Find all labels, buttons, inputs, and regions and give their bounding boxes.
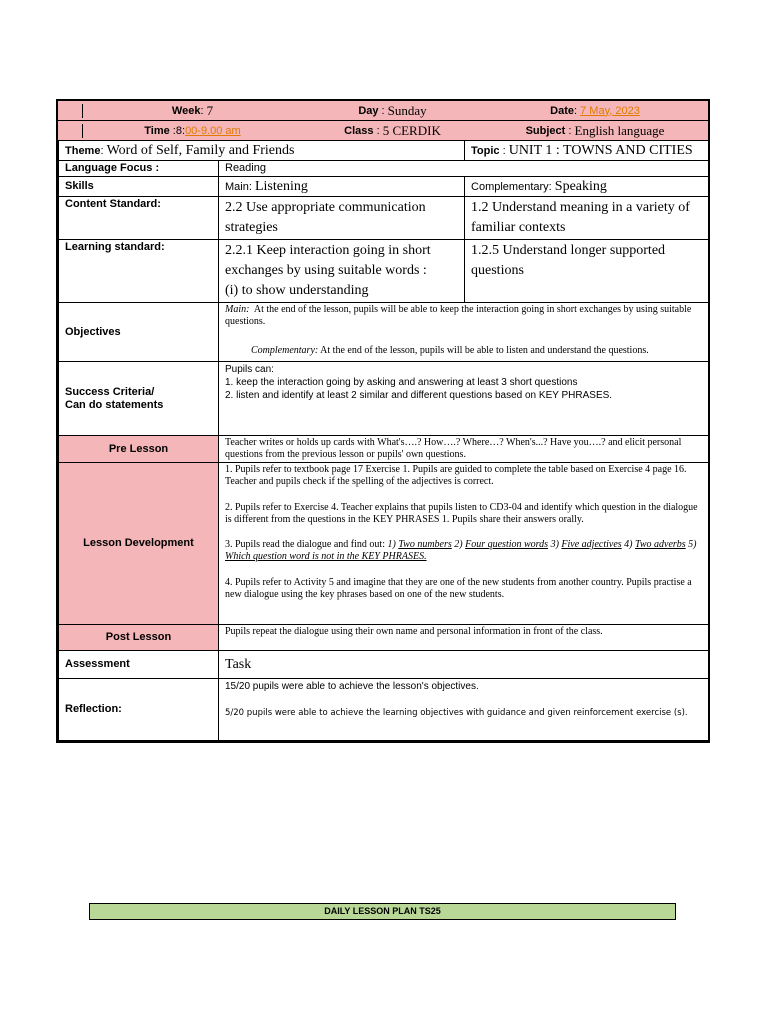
skills-comp-cell — [465, 177, 709, 197]
step3-item: Two adverbs — [635, 539, 686, 550]
success-criteria-item: 1. keep the interaction going by asking and answering at least 3 short questions — [225, 377, 578, 388]
day-label: Day — [358, 104, 379, 117]
language-focus-label: Language Focus : — [59, 161, 219, 177]
reflection-label: Reflection: — [59, 679, 219, 741]
class-cell: Class : 5 CERDIK — [344, 122, 441, 138]
assessment-value: Task — [219, 651, 709, 679]
lesson-step: 4. Pupils refer to Activity 5 and imagine that they are one of the new students from another country. Pupils practise a new dialogue using the key phrases based on one of the new students. — [225, 577, 692, 600]
objectives-comp-text: At the end of the lesson, pupils will be able to listen and understand the questions. — [320, 345, 649, 356]
objectives-main-label: Main: — [225, 304, 250, 315]
theme-label: Theme — [65, 144, 101, 157]
learning-standard-main — [219, 240, 465, 303]
skills-main-value: Listening — [254, 178, 308, 194]
objectives-comp — [225, 345, 702, 357]
time-cell: Time : 8: 00-9.00 am — [144, 124, 241, 137]
objectives-main — [225, 304, 702, 328]
topic-cell: Topic : UNIT 1 : TOWNS AND CITIES — [465, 141, 709, 161]
week-label: Week — [171, 104, 201, 117]
topic-label: Topic — [471, 144, 500, 157]
skills-comp-label: Complementary: — [471, 180, 552, 193]
theme-value: Word of Self, Family and Friends — [106, 142, 295, 158]
success-criteria-label-line1: Success Criteria/ — [65, 385, 155, 398]
time-value[interactable]: 00-9.00 am — [185, 124, 241, 137]
objectives-comp-label: Complementary: — [251, 345, 319, 356]
step3-item: Two numbers — [398, 539, 452, 550]
header-row-1 — [58, 101, 708, 121]
step3-num: 4) — [624, 539, 633, 550]
objectives-row — [59, 303, 709, 362]
week-cell: Week : 7 — [171, 102, 214, 118]
header-row-2 — [58, 121, 708, 140]
row-marker — [82, 124, 95, 138]
content-standard-comp: 1.2 Understand meaning in a variety of familiar contexts — [465, 197, 709, 240]
success-criteria-cell — [219, 362, 709, 436]
skills-main-label: Main: — [225, 180, 252, 193]
pre-lesson-text: Teacher writes or holds up cards with What's….? How….? Where…? When's...? Have you….? and elicit personal questions from the previous lesson or pupils' own questions. — [219, 436, 709, 463]
week-value: 7 — [206, 102, 214, 118]
pre-lesson-label: Pre Lesson — [59, 436, 219, 463]
skills-comp-value: Speaking — [554, 178, 607, 194]
subject-cell: Subject : English language — [525, 122, 665, 138]
step3-num: 2) — [454, 539, 463, 550]
language-focus-value: Reading — [219, 161, 709, 177]
reflection-line: 5/20 pupils were able to achieve the learning objectives with guidance and given reinforcement exercise (s). — [225, 708, 688, 718]
objectives-cell — [219, 303, 709, 362]
lesson-development-label: Lesson Development — [59, 463, 219, 625]
class-value: 5 CERDIK — [382, 122, 441, 138]
objectives-label: Objectives — [59, 303, 219, 362]
lesson-table — [58, 140, 709, 741]
success-criteria-item: 2. listen and identify at least 2 similar and different questions based on KEY PHRASES. — [225, 390, 613, 401]
assessment-label: Assessment — [59, 651, 219, 679]
content-standard-main: 2.2 Use appropriate communication strategies — [219, 197, 465, 240]
step3-intro: 3. Pupils read the dialogue and find out: — [225, 539, 385, 550]
lesson-step: 1. Pupils refer to textbook page 17 Exercise 1. Pupils are guided to complete the table based on Exercise 4 page 16. Teacher and pupils check if the spelling of the adjectives is correct. — [225, 464, 687, 487]
step3-item: Four question words — [465, 539, 549, 550]
success-criteria-intro: Pupils can: — [225, 364, 274, 375]
theme-row — [59, 141, 709, 161]
footer-banner: DAILY LESSON PLAN TS25 — [89, 903, 676, 920]
date-label: Date — [550, 104, 574, 117]
skills-main-cell — [219, 177, 465, 197]
language-focus-row — [59, 161, 709, 177]
lesson-step: 2. Pupils refer to Exercise 4. Teacher explains that pupils listen to CD3-04 and identify which question in the dialogue is different from the questions in the KEY PHRASES 1. Pupils share their answers orally. — [225, 502, 698, 525]
objectives-main-text: At the end of the lesson, pupils will be able to keep the interaction going in short exchanges by using suitable questions. — [225, 304, 692, 327]
post-lesson-text: Pupils repeat the dialogue using their own name and personal information in front of the class. — [219, 625, 709, 651]
reflection-row — [59, 679, 709, 741]
step3-num: 5) — [688, 539, 697, 550]
date-cell: Date : 7 May, 2023 — [550, 104, 640, 117]
step3-num: 1) — [387, 539, 396, 550]
subject-value: English language — [574, 122, 665, 138]
post-lesson-label: Post Lesson — [59, 625, 219, 651]
header-block — [58, 101, 708, 140]
learning-standard-main-line1: 2.2.1 Keep interaction going in short exchanges by using suitable words : — [225, 243, 431, 278]
lesson-plan-sheet — [56, 99, 710, 743]
post-lesson-row — [59, 625, 709, 651]
date-value[interactable]: 7 May, 2023 — [580, 104, 640, 117]
skills-row — [59, 177, 709, 197]
learning-standard-label: Learning standard: — [59, 240, 219, 303]
day-value: Sunday — [387, 102, 427, 118]
content-standard-row — [59, 197, 709, 240]
success-criteria-label-line2: Can do statements — [65, 398, 164, 411]
step3-item: Five adjectives — [561, 539, 622, 550]
lesson-development-row — [59, 463, 709, 625]
lesson-development-cell — [219, 463, 709, 625]
learning-standard-row — [59, 240, 709, 303]
learning-standard-comp: 1.2.5 Understand longer supported questions — [465, 240, 709, 303]
subject-label: Subject — [525, 124, 566, 137]
topic-value: UNIT 1 : TOWNS AND CITIES — [508, 142, 693, 158]
step3-num: 3) — [550, 539, 559, 550]
learning-standard-main-line2: (i) to show understanding — [225, 283, 369, 298]
success-criteria-row — [59, 362, 709, 436]
row-marker — [82, 104, 95, 118]
assessment-row — [59, 651, 709, 679]
skills-label: Skills — [59, 177, 219, 197]
step3-item: Which question word is not in the KEY PHRASES. — [225, 551, 427, 562]
reflection-line: 15/20 pupils were able to achieve the lesson's objectives. — [225, 681, 479, 692]
class-label: Class — [344, 124, 374, 137]
pre-lesson-row — [59, 436, 709, 463]
reflection-cell — [219, 679, 709, 741]
day-cell: Day : Sunday — [358, 102, 427, 118]
lesson-step-3 — [225, 539, 702, 563]
time-prefix: 8: — [175, 124, 186, 137]
success-criteria-label — [59, 362, 219, 436]
time-label: Time — [144, 124, 170, 137]
content-standard-label: Content Standard: — [59, 197, 219, 240]
theme-cell: Theme: Word of Self, Family and Friends — [59, 141, 465, 161]
